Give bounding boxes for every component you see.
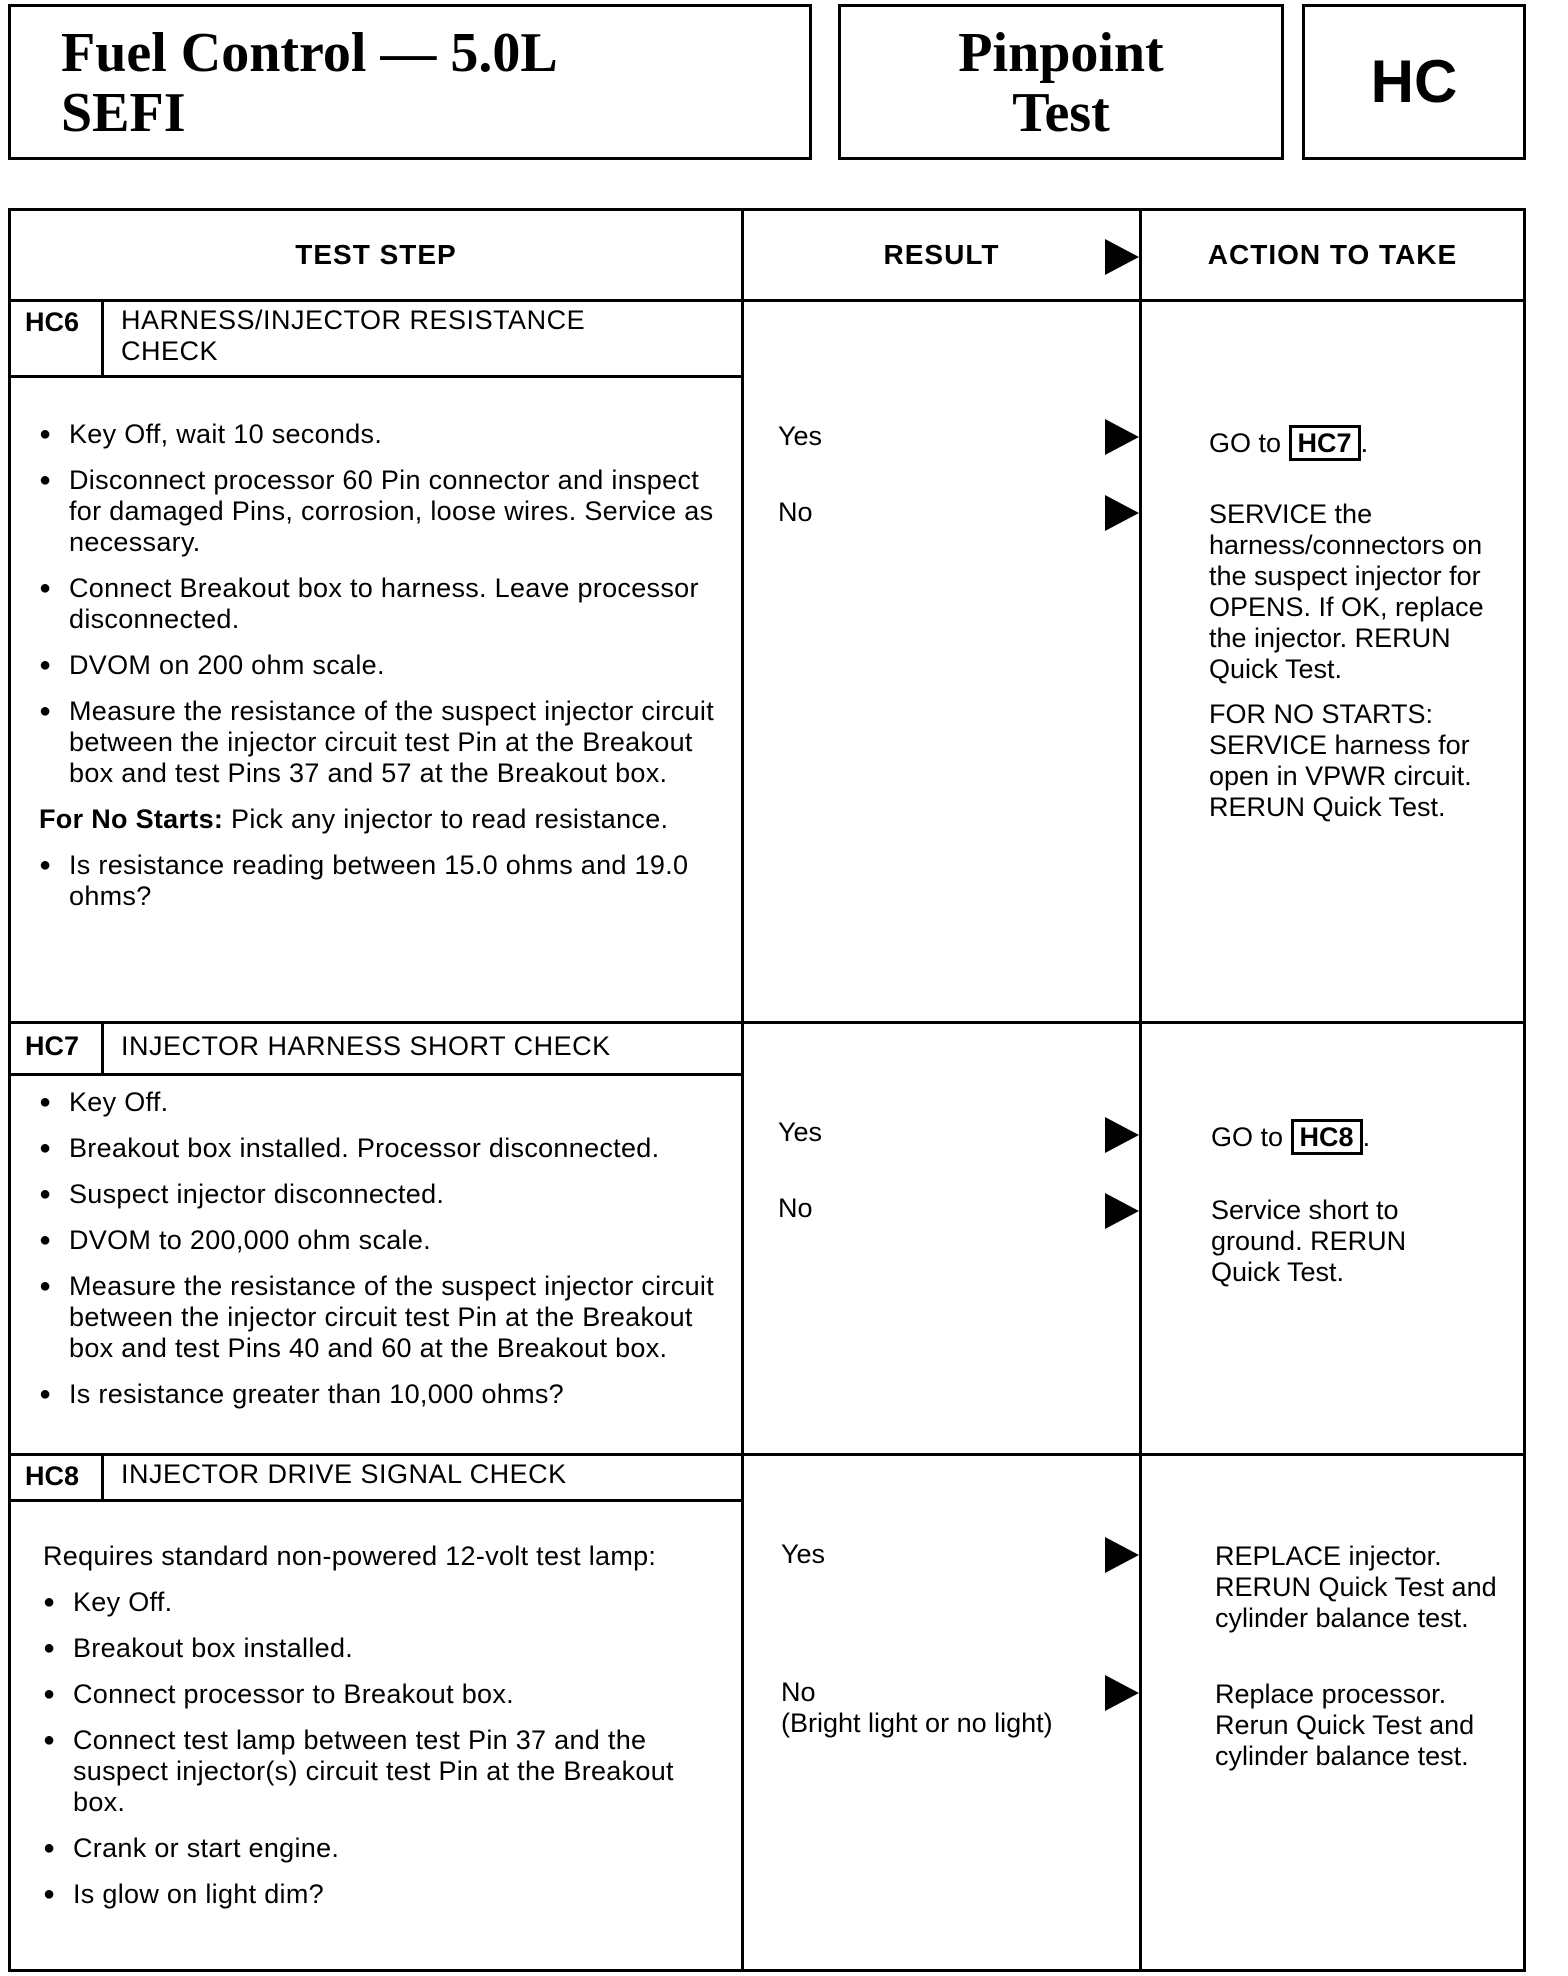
header-arrow-icon: [1105, 239, 1139, 275]
list-item: ● Crank or start engine.: [43, 1833, 733, 1864]
pinpoint-line-2: Test: [1012, 82, 1110, 144]
hc7-action-yes-text: GO to: [1211, 1122, 1284, 1152]
hc8-instructions: [43, 1541, 733, 1925]
hc7-action-no: Service short to ground. RERUN Quick Test.: [1211, 1195, 1407, 1287]
hc8-id-divider: [101, 1453, 104, 1501]
hc8-intro: Requires standard non-powered 12-volt test lamp:: [43, 1541, 657, 1571]
step-id-hc7: HC7: [25, 1031, 80, 1061]
hc6-note: [39, 804, 729, 835]
hc7-no-arrow-icon: [1105, 1193, 1139, 1229]
hc8-no-arrow-icon: [1105, 1675, 1139, 1711]
list-item: ● Connect processor to Breakout box.: [43, 1679, 733, 1710]
col-header-result: RESULT: [883, 239, 1000, 270]
title-box: [8, 4, 812, 160]
hc6-yes-arrow-icon: [1105, 419, 1139, 455]
hc7-action-yes: [1211, 1119, 1370, 1155]
list-item: ● Breakout box installed. Processor disconnected.: [39, 1133, 739, 1164]
list-item: ● Breakout box installed.: [43, 1633, 733, 1664]
col-header-test-step: TEST STEP: [295, 239, 457, 270]
hc6-action-no: [1209, 499, 1513, 837]
hc6-action-no-p2: FOR NO STARTS: SERVICE harness for open in VPWR circuit. RERUN Quick Test.: [1209, 699, 1472, 822]
hc8-result-no-label: No: [781, 1677, 816, 1707]
list-item: ● Connect test lamp between test Pin 37 and the suspect injector(s) circuit test Pin at the Breakout box.: [43, 1725, 733, 1818]
step-title-hc8: INJECTOR DRIVE SIGNAL CHECK: [121, 1459, 567, 1489]
hc8-yes-arrow-icon: [1105, 1537, 1139, 1573]
hc8-title-divider: [11, 1499, 741, 1502]
hc8-result-yes: Yes: [781, 1539, 826, 1569]
hc8-result-no-sublabel: (Bright light or no light): [781, 1708, 1053, 1738]
col-header-action: ACTION TO TAKE: [1207, 239, 1458, 270]
list-item: ● Suspect injector disconnected.: [39, 1179, 739, 1210]
hc8-result-no: [781, 1677, 1081, 1739]
step-title-hc6: HARNESS/INJECTOR RESISTANCE CHECK: [121, 305, 586, 366]
pinpoint-box: [838, 4, 1284, 160]
list-item: ● Is resistance greater than 10,000 ohms?: [39, 1379, 739, 1410]
list-item: ● Key Off.: [43, 1587, 733, 1618]
step-title-hc7: INJECTOR HARNESS SHORT CHECK: [121, 1031, 611, 1061]
hc7-result-yes: Yes: [778, 1117, 823, 1147]
list-item: ● DVOM to 200,000 ohm scale.: [39, 1225, 739, 1256]
hc6-action-yes-suffix: .: [1360, 428, 1369, 458]
step-id-hc6: HC6: [25, 307, 80, 337]
col-divider-2: [1139, 211, 1142, 1969]
hc6-ref-hc7: HC7: [1289, 425, 1361, 461]
list-item: ● Key Off, wait 10 seconds.: [39, 419, 729, 450]
list-item: ● Measure the resistance of the suspect injector circuit between the injector circuit test Pin at the Breakout box and test Pins 40 and 60 at the Breakout box.: [39, 1271, 739, 1364]
hc7-yes-arrow-icon: [1105, 1117, 1139, 1153]
list-item: ● Key Off.: [39, 1087, 739, 1118]
hc6-action-yes: [1209, 425, 1368, 461]
hc6-action-no-p1: SERVICE the harness/connectors on the suspect injector for OPENS. If OK, replace the injector. RERUN Quick Test.: [1209, 499, 1484, 684]
hc7-ref-hc8: HC8: [1291, 1119, 1363, 1155]
list-item: ● Is glow on light dim?: [43, 1879, 733, 1910]
hc6-action-yes-text: GO to: [1209, 428, 1282, 458]
hc6-title-divider: [11, 375, 741, 378]
hc7-result-no: No: [778, 1193, 813, 1223]
title-line-2: SEFI: [61, 82, 186, 144]
step-id-hc8: HC8: [25, 1461, 80, 1491]
hc7-title-divider: [11, 1073, 741, 1076]
title-line-1: Fuel Control — 5.0L: [61, 22, 558, 84]
hc8-action-no: Replace processor. Rerun Quick Test and cylinder balance test.: [1215, 1679, 1475, 1771]
hc8-action-yes: REPLACE injector. RERUN Quick Test and cylinder balance test.: [1215, 1541, 1497, 1633]
list-item: ● DVOM on 200 ohm scale.: [39, 650, 729, 681]
hc8-divider: [11, 1453, 1523, 1456]
test-table: [8, 208, 1526, 1972]
hc7-instructions: [39, 1087, 739, 1425]
pinpoint-line-1: Pinpoint: [958, 22, 1164, 84]
code-box: [1302, 4, 1526, 160]
list-item: ● Connect Breakout box to harness. Leave processor disconnected.: [39, 573, 729, 635]
list-item: ● Measure the resistance of the suspect injector circuit between the injector circuit test Pin at the Breakout box and test Pins 37 and 57 at the Breakout box.: [39, 696, 729, 789]
col-divider-1: [741, 211, 744, 1969]
hc7-id-divider: [101, 1021, 104, 1075]
hc7-action-yes-suffix: .: [1362, 1122, 1371, 1152]
hc7-divider: [11, 1021, 1523, 1024]
hc6-result-yes: Yes: [778, 421, 823, 451]
hc6-no-arrow-icon: [1105, 495, 1139, 531]
hc6-instructions: [39, 419, 729, 927]
hc6-note-text: Pick any injector to read resistance.: [223, 804, 669, 834]
hc6-result-no: No: [778, 497, 813, 527]
code-label: HC: [1370, 48, 1458, 115]
list-item: ● Disconnect processor 60 Pin connector and inspect for damaged Pins, corrosion, loose wires. Service as necessary.: [39, 465, 729, 558]
list-item: ● Is resistance reading between 15.0 ohms and 19.0 ohms?: [39, 850, 729, 912]
hc6-id-divider: [101, 299, 104, 377]
hc6-note-label: For No Starts:: [39, 804, 224, 834]
